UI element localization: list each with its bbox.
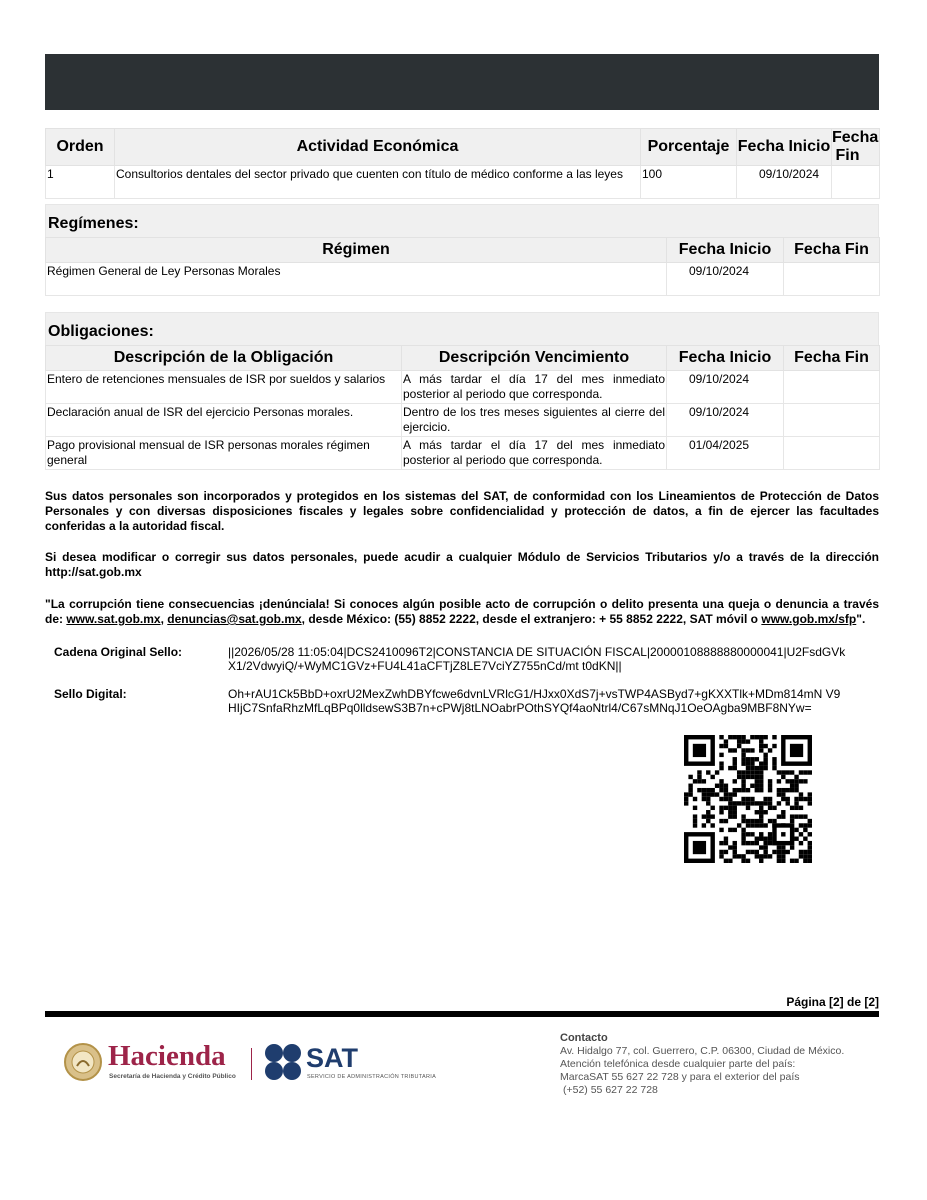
mexico-seal-icon [63, 1042, 103, 1082]
aviso-corrupcion-phones: , desde México: (55) 8852 2222, desde el extranjero: + 55 8852 2222, SAT móvil o [301, 612, 762, 626]
header-fecha-fin: Fecha Fin [784, 238, 880, 263]
regimenes-table [45, 237, 880, 296]
header-fecha-inicio: Fecha Inicio [667, 238, 784, 263]
cadena-original-label: Cadena Original Sello: [54, 645, 183, 659]
cell-fecha-fin [784, 404, 880, 437]
table-row [46, 263, 880, 296]
cell-fecha-inicio: 01/04/2025 [667, 437, 784, 470]
cell-fecha-inicio: 09/10/2024 [667, 263, 784, 296]
actividades-table [45, 128, 880, 199]
qr-code-icon [684, 735, 812, 863]
cell-fecha-inicio: 09/10/2024 [737, 166, 832, 199]
aviso-modificar-datos: Si desea modificar o corregir sus datos personales, puede acudir a cualquier Módulo de Servicios Tributarios y/o a través de la dirección http://sat.gob.mx [45, 550, 879, 579]
sat-logo-icon [264, 1043, 302, 1081]
cell-descripcion: Pago provisional mensual de ISR personas morales régimen general [46, 437, 402, 470]
cell-descripcion: Entero de retenciones mensuales de ISR por sueldos y salarios [46, 371, 402, 404]
sello-digital-value: Oh+rAU1Ck5BbD+oxrU2MexZwhDBYfcwe6dvnLVRlcG1/HJxx0XdS7j+vsTWP4ASByd7+gKXXTlk+MDm814mN V9HIjC7SnfaRhzMfLqBPq0lldsewS3B7n+cPWj8tLNOabrPOthSYQf4aoNtrl4/C67sMNqJ1OeOAgba9MBF8NYw= [228, 687, 841, 715]
cell-vencimiento: Dentro de los tres meses siguientes al cierre del ejercicio. [402, 404, 667, 437]
contact-title: Contacto [560, 1032, 608, 1044]
cell-fecha-fin [832, 166, 880, 199]
aviso-corrupcion-sep: , [160, 612, 168, 626]
sat-subtitle: SERVICIO DE ADMINISTRACIÓN TRIBUTARIA [307, 1074, 437, 1080]
link-sfp[interactable]: www.gob.mx/sfp [761, 612, 857, 626]
hacienda-logo-text: Hacienda [108, 1040, 226, 1072]
cell-descripcion: Declaración anual de ISR del ejercicio Personas morales. [46, 404, 402, 437]
aviso-corrupcion-end: ". [856, 612, 866, 626]
cell-porcentaje: 100 [641, 166, 737, 199]
footer-divider [45, 1011, 879, 1017]
aviso-datos-personales: Sus datos personales son incorporados y protegidos en los sistemas del SAT, de conformidad con los Lineamientos de Protección de Datos Personales y con diversas disposiciones fiscales y legales sobre confidencialidad y protección de datos, a fin de ejercer las facultades conferidas a la autoridad fiscal. [45, 489, 879, 533]
aviso-corrupcion [45, 597, 879, 627]
sello-digital-label: Sello Digital: [54, 687, 127, 701]
cell-fecha-fin [784, 263, 880, 296]
obligaciones-title: Obligaciones: [45, 312, 879, 345]
header-descripcion: Descripción de la Obligación [46, 346, 402, 371]
cell-vencimiento: A más tardar el día 17 del mes inmediato posterior al periodo que corresponda. [402, 437, 667, 470]
cell-fecha-fin [784, 371, 880, 404]
header-fecha-fin: Fecha Fin [784, 346, 880, 371]
table-row [46, 404, 880, 437]
cell-fecha-inicio: 09/10/2024 [667, 371, 784, 404]
cell-regimen: Régimen General de Ley Personas Morales [46, 263, 667, 296]
table-row [46, 371, 880, 404]
link-denuncias[interactable]: denuncias@sat.gob.mx [167, 612, 302, 626]
cell-fecha-fin [784, 437, 880, 470]
header-fecha-inicio: Fecha Inicio [667, 346, 784, 371]
sat-logo-text: SAT [306, 1043, 358, 1073]
link-sat[interactable]: www.sat.gob.mx [66, 612, 161, 626]
contact-phone-international: (+52) 55 627 22 728 [563, 1084, 658, 1096]
header-orden: Orden [46, 129, 115, 166]
header-vencimiento: Descripción Vencimiento [402, 346, 667, 371]
cell-orden: 1 [46, 166, 115, 199]
cadena-original-value: ||2026/05/28 11:05:04|DCS2410096T2|CONSTANCIA DE SITUACIÓN FISCAL|20000108888880000041|U2FsdGVkX1/2VdwyiQ/+WyMC1GVz+FU4L41aCFTjZ8LE7VciYZ755nCd/mt t0dKN|| [228, 645, 846, 673]
hacienda-subtitle: Secretaría de Hacienda y Crédito Público [109, 1073, 236, 1080]
table-row [46, 437, 880, 470]
header-actividad: Actividad Económica [115, 129, 641, 166]
header-regimen: Régimen [46, 238, 667, 263]
contact-phone-intro: Atención telefónica desde cualquier parte del país: [560, 1058, 796, 1070]
regimenes-title: Regímenes: [45, 204, 879, 237]
contact-address: Av. Hidalgo 77, col. Guerrero, C.P. 06300, Ciudad de México. [560, 1045, 845, 1057]
contact-phone-national: MarcaSAT 55 627 22 728 y para el exterior del país [560, 1071, 800, 1083]
header-fecha-fin: Fecha Fin [832, 129, 879, 164]
contact-block [560, 1032, 844, 1097]
cell-vencimiento: A más tardar el día 17 del mes inmediato posterior al periodo que corresponda. [402, 371, 667, 404]
header-bar [45, 54, 879, 110]
aviso-corrupcion-text: "La corrupción tiene consecuencias ¡denúnciala! Si conoces algún posible acto de corrupción o delito presenta una queja o denuncia a través de: [45, 597, 879, 626]
cell-fecha-inicio: 09/10/2024 [667, 404, 784, 437]
page-number: Página [2] de [2] [786, 995, 879, 1009]
table-row [46, 166, 880, 199]
logo-divider [251, 1048, 252, 1080]
obligaciones-table [45, 345, 880, 470]
cell-actividad: Consultorios dentales del sector privado que cuenten con título de médico conforme a las leyes [115, 166, 641, 199]
header-fecha-inicio: Fecha Inicio [737, 129, 832, 166]
header-porcentaje: Porcentaje [641, 129, 737, 166]
